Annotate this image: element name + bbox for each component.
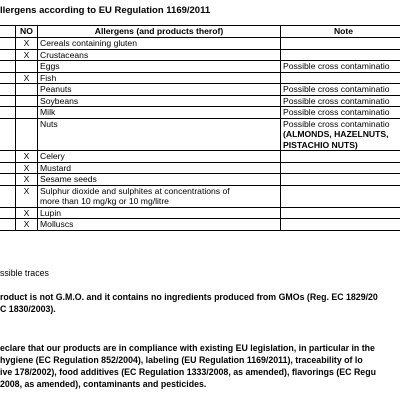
no-cell: X <box>16 72 38 84</box>
allergen-cell: Nuts <box>38 118 281 151</box>
note-cell: Possible cross contaminatio <box>281 95 400 107</box>
allergen-cell: Milk <box>38 107 281 119</box>
yes-cell <box>0 219 16 231</box>
header-note: Note <box>281 26 400 38</box>
legend-text: ssible traces <box>0 268 49 278</box>
allergen-text-line-2: more than 10 mg/kg or 10 mg/litre <box>40 196 169 206</box>
yes-cell <box>0 61 16 73</box>
compliance-line-3: ive 178/2002), food additives (EC Regulation 1333/2008, as amended), flavorings (EC Regu <box>0 367 376 377</box>
no-cell: X <box>16 219 38 231</box>
note-cell <box>281 219 400 231</box>
compliance-line-2: hygiene (EC Regulation 852/2004), labeling (EU Regulation 1169/2011), traceability of lo <box>0 355 363 365</box>
yes-cell <box>0 38 16 50</box>
allergen-cell: Soybeans <box>38 95 281 107</box>
allergen-cell: Mustard <box>38 162 281 174</box>
note-cell <box>281 118 400 151</box>
note-cell <box>281 207 400 219</box>
yes-cell <box>0 174 16 186</box>
note-cell <box>281 185 400 207</box>
table-row <box>0 95 400 107</box>
no-cell <box>16 84 38 96</box>
compliance-statement <box>0 342 400 390</box>
no-cell: X <box>16 185 38 207</box>
table-row <box>0 185 400 207</box>
nuts-detail-line-2: PISTACHIO NUTS) <box>283 139 358 150</box>
header-no: NO <box>16 26 38 38</box>
table-row <box>0 107 400 119</box>
note-cell: Possible cross contaminatio <box>281 107 400 119</box>
allergen-cell: Peanuts <box>38 84 281 96</box>
allergen-cell: Sesame seeds <box>38 174 281 186</box>
allergen-cell: Celery <box>38 151 281 163</box>
nuts-detail-line-1: (ALMONDS, HAZELNUTS, <box>283 129 389 139</box>
no-cell: X <box>16 38 38 50</box>
no-cell: X <box>16 207 38 219</box>
allergen-cell: Molluscs <box>38 219 281 231</box>
table-row <box>0 49 400 61</box>
table-row <box>0 84 400 96</box>
no-cell: X <box>16 151 38 163</box>
table-row <box>0 118 400 151</box>
table-row <box>0 72 400 84</box>
gmo-statement <box>0 291 400 315</box>
table-row <box>0 151 400 163</box>
allergen-cell: Crustaceans <box>38 49 281 61</box>
table-row <box>0 174 400 186</box>
table-row <box>0 207 400 219</box>
header-allergen: Allergens (and products therof) <box>38 26 281 38</box>
allergen-cell: Fish <box>38 72 281 84</box>
note-cell <box>281 151 400 163</box>
table-header-row <box>0 26 400 38</box>
no-cell: X <box>16 162 38 174</box>
note-text: Possible cross contaminatio <box>283 118 390 129</box>
note-cell: Possible cross contaminatio <box>281 61 400 73</box>
gmo-line-1: roduct is not G.M.O. and it contains no ingredients produced from GMOs (Reg. EC 1829/20 <box>0 292 378 302</box>
yes-cell <box>0 162 16 174</box>
allergen-cell: Eggs <box>38 61 281 73</box>
compliance-line-4: 2008, as amended), contaminants and pesticides. <box>0 379 207 389</box>
table-row <box>0 219 400 231</box>
compliance-line-1: eclare that our products are in compliance with existing EU legislation, in particular in the <box>0 343 375 353</box>
yes-cell <box>0 49 16 61</box>
yes-cell <box>0 118 16 151</box>
note-cell <box>281 49 400 61</box>
allergen-cell: Cereals containing gluten <box>38 38 281 50</box>
note-cell <box>281 38 400 50</box>
no-cell <box>16 61 38 73</box>
allergen-cell <box>38 185 281 207</box>
yes-cell <box>0 72 16 84</box>
yes-cell <box>0 84 16 96</box>
note-cell: Possible cross contaminatio <box>281 84 400 96</box>
document-title: llergens according to EU Regulation 1169/2011 <box>0 5 211 16</box>
table-row <box>0 38 400 50</box>
no-cell: X <box>16 49 38 61</box>
no-cell <box>16 118 38 151</box>
table-row <box>0 61 400 73</box>
header-yes <box>0 26 16 38</box>
note-cell <box>281 162 400 174</box>
gmo-line-2: C 1830/2003). <box>0 304 56 314</box>
allergen-text-line-1: Sulphur dioxide and sulphites at concentrations of <box>40 185 230 196</box>
note-cell <box>281 174 400 186</box>
yes-cell <box>0 185 16 207</box>
no-cell <box>16 95 38 107</box>
no-cell: X <box>16 174 38 186</box>
allergen-cell: Lupin <box>38 207 281 219</box>
yes-cell <box>0 207 16 219</box>
yes-cell <box>0 151 16 163</box>
allergens-table <box>0 25 400 231</box>
yes-cell <box>0 95 16 107</box>
table-row <box>0 162 400 174</box>
yes-cell <box>0 107 16 119</box>
note-cell <box>281 72 400 84</box>
no-cell <box>16 107 38 119</box>
